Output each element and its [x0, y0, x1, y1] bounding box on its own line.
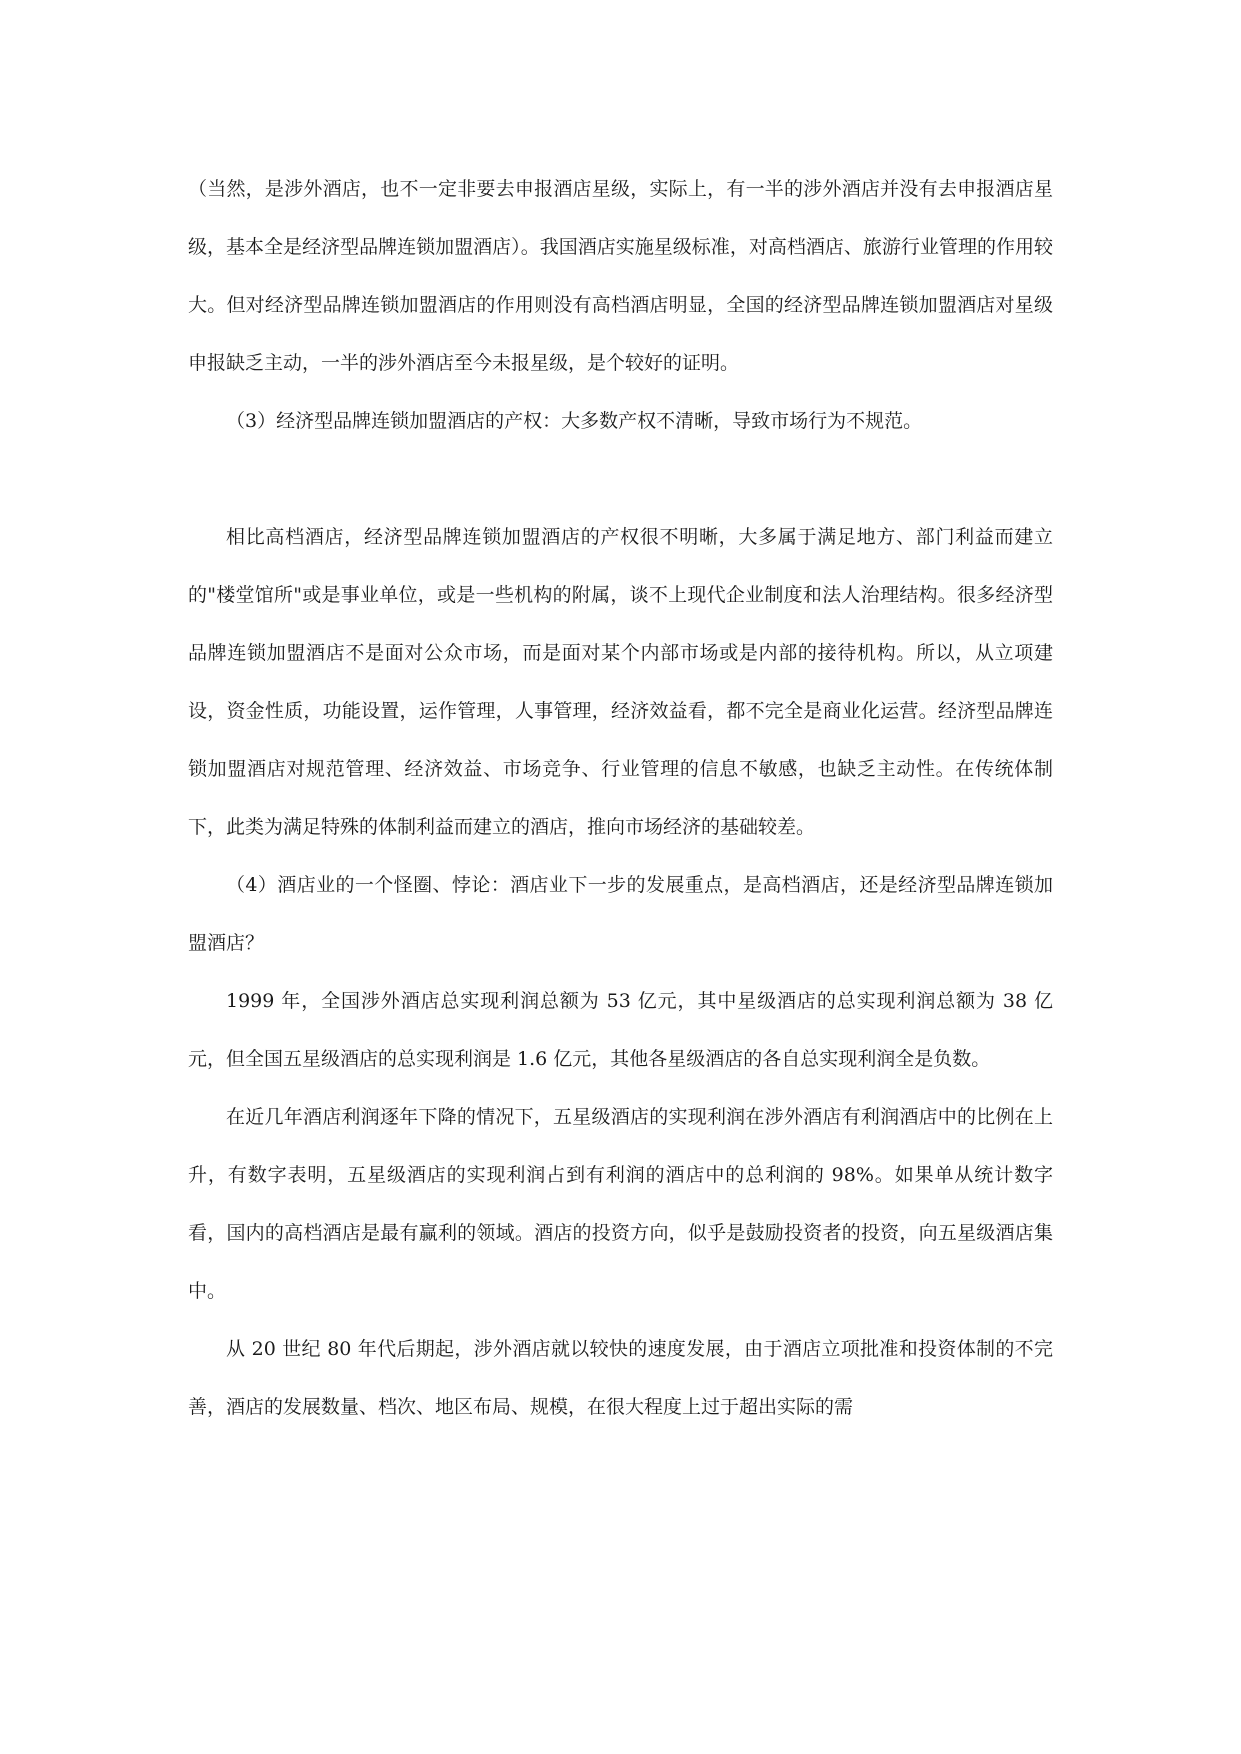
document-body: [188, 160, 1053, 1436]
paragraph-heading-4: （4）酒店业的一个怪圈、悖论：酒店业下一步的发展重点，是高档酒店，还是经济型品牌连锁加盟酒店？: [188, 874, 1053, 954]
paragraph-heading-3: （3）经济型品牌连锁加盟酒店的产权：大多数产权不清晰，导致市场行为不规范。: [226, 410, 923, 432]
paragraph-1999-profits: 1999 年，全国涉外酒店总实现利润总额为 53 亿元，其中星级酒店的总实现利润总额为 38 亿元，但全国五星级酒店的总实现利润是 1.6 亿元，其他各星级酒店的各自总实现利润全是负数。: [188, 990, 1053, 1070]
paragraph-1980s-development: 从 20 世纪 80 年代后期起，涉外酒店就以较快的速度发展，由于酒店立项批准和投资体制的不完善，酒店的发展数量、档次、地区布局、规模，在很大程度上过于超出实际的需: [188, 1338, 1053, 1418]
paragraph-five-star-share: 在近几年酒店利润逐年下降的情况下，五星级酒店的实现利润在涉外酒店有利润酒店中的比例在上升，有数字表明，五星级酒店的实现利润占到有利润的酒店中的总利润的 98%。如果单从统计数字看，国内的高档酒店是最有赢利的领域。酒店的投资方向，似乎是鼓励投资者的投资，向五星级酒店集中。: [188, 1106, 1053, 1302]
paragraph-star-rating-note: （当然，是涉外酒店，也不一定非要去申报酒店星级，实际上，有一半的涉外酒店并没有去申报酒店星级，基本全是经济型品牌连锁加盟酒店）。我国酒店实施星级标准，对高档酒店、旅游行业管理的作用较大。但对经济型品牌连锁加盟酒店的作用则没有高档酒店明显，全国的经济型品牌连锁加盟酒店对星级申报缺乏主动，一半的涉外酒店至今未报星级，是个较好的证明。: [188, 178, 1053, 374]
paragraph-property-rights: 相比高档酒店，经济型品牌连锁加盟酒店的产权很不明晰，大多属于满足地方、部门利益而建立的"楼堂馆所"或是事业单位，或是一些机构的附属，谈不上现代企业制度和法人治理结构。很多经济型品牌连锁加盟酒店不是面对公众市场，而是面对某个内部市场或是内部的接待机构。所以，从立项建设，资金性质，功能设置，运作管理，人事管理，经济效益看，都不完全是商业化运营。经济型品牌连锁加盟酒店对规范管理、经济效益、市场竞争、行业管理的信息不敏感，也缺乏主动性。在传统体制下，此类为满足特殊的体制利益而建立的酒店，推向市场经济的基础较差。: [188, 526, 1053, 838]
